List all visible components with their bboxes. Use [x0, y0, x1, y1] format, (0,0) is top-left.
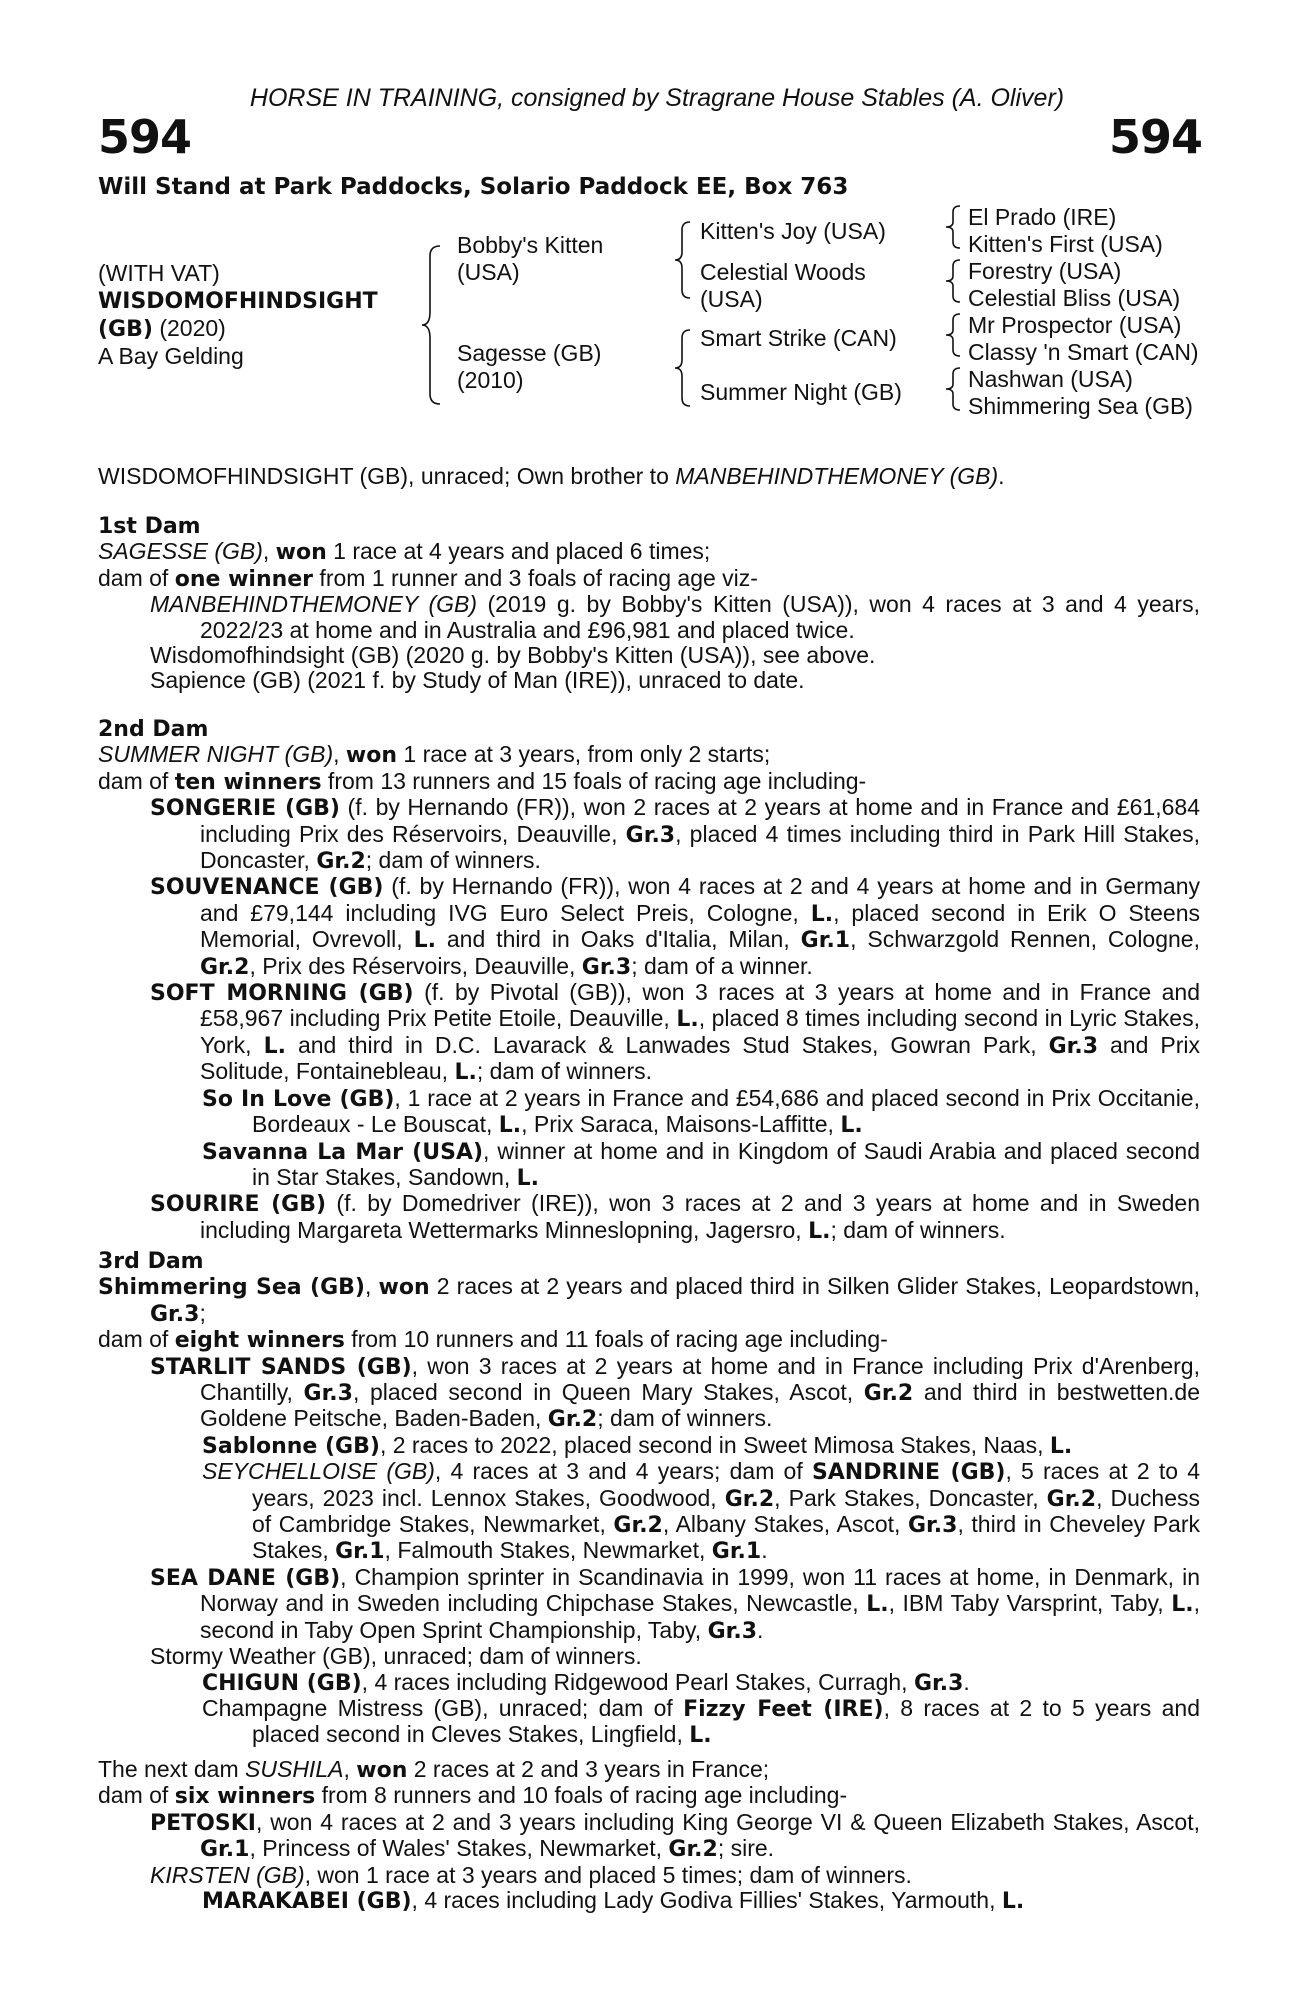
- grade: Gr.3: [625, 822, 676, 848]
- won-label: won: [378, 1275, 430, 1301]
- t: ; dam of a winner.: [631, 952, 813, 979]
- progeny-record: (2019 g. by Bobby's Kitten (USA)), won 4 races at 3 and 4 years, 2022/23 at home and in Australia and £96,981 and placed twice.: [200, 591, 1200, 643]
- t: , placed second in Queen Mary Stakes, Ascot,: [352, 1379, 864, 1406]
- progeny-entry: [98, 1810, 1200, 1863]
- t: , Princess of Wales' Stakes, Newmarket,: [249, 1835, 669, 1862]
- pedigree-brace-3a: [940, 203, 966, 253]
- stand-location: Will Stand at Park Paddocks, Solario Paddock EE, Box 763: [98, 174, 849, 200]
- text: from 1 runner and 3 foals of racing age viz-: [313, 564, 758, 591]
- t: (f. by Pivotal (GB)), won 3 races at 3 years at home and in France and £58,967 including Prix Petite Etoile, Deauville,: [200, 979, 1200, 1032]
- progeny-name: SANDRINE (GB): [811, 1460, 1006, 1486]
- progeny-entry: [98, 874, 1200, 980]
- progeny-name: KIRSTEN (GB): [150, 1861, 305, 1888]
- progeny-name: Fizzy Feet (IRE): [683, 1696, 884, 1722]
- progeny-name: So In Love (GB): [202, 1086, 395, 1112]
- second-dam-section: [98, 717, 1200, 1244]
- sep: ,: [262, 538, 276, 565]
- won-label: won: [275, 540, 327, 566]
- ancestor-forestry: Forestry (USA): [968, 258, 1122, 284]
- grand-progeny-entry: [98, 1888, 1200, 1914]
- progeny-name: SONGERIE (GB): [150, 796, 340, 822]
- grade: Gr.3: [707, 1618, 758, 1644]
- won-label: won: [356, 1758, 408, 1783]
- progeny-entry: Wisdomofhindsight (GB) (2020 g. by Bobby's Kitten (USA)), see above.: [150, 642, 876, 669]
- grade: L.: [676, 1007, 699, 1033]
- ancestor-classy-n-smart: Classy 'n Smart (CAN): [968, 339, 1199, 365]
- grade: Gr.1: [200, 1837, 250, 1863]
- t: , winner at home and in Kingdom of Saudi Arabia and placed second in Star Stakes, Sandown,: [252, 1137, 1200, 1190]
- grade: L.: [454, 1060, 477, 1086]
- grade: Gr.2: [724, 1486, 775, 1512]
- t: , 5 races at 2 to 4 years, 2023 incl. Lennox Stakes, Goodwood,: [252, 1458, 1200, 1511]
- pedigree-brace-3d: [940, 365, 966, 415]
- record-text: 1 race at 4 years and placed 6 times;: [326, 538, 711, 565]
- third-dam-line2: [98, 1327, 1200, 1353]
- ancestor-nashwan: Nashwan (USA): [968, 366, 1133, 392]
- sire-line2: (USA): [457, 259, 520, 285]
- t: , Prix Saraca, Maisons-Laffitte,: [521, 1111, 841, 1138]
- third-dam-section: [98, 1249, 1200, 1749]
- progeny-name: SOFT MORNING (GB): [150, 981, 414, 1007]
- t: , 1 race at 2 years in France and £54,686 and placed second in Prix Occitanie, Bordeaux - Le Bouscat,: [252, 1084, 1200, 1138]
- t: , IBM Taby Varsprint, Taby,: [888, 1590, 1172, 1617]
- sep: ,: [364, 1273, 379, 1300]
- grade: Gr.3: [1048, 1033, 1099, 1059]
- t: dam of: [98, 1782, 175, 1809]
- t: and Prix Solitude, Fontainebleau,: [200, 1031, 1200, 1085]
- subject-year: (2020): [152, 315, 226, 341]
- t: , won 3 races at 2 years at home and in France including Prix d'Arenberg, Chantilly,: [200, 1352, 1200, 1406]
- t: , Albany Stakes, Ascot,: [662, 1511, 908, 1538]
- grade: L.: [689, 1723, 712, 1749]
- grade: L.: [810, 901, 834, 927]
- dam-sire: Smart Strike (CAN): [700, 325, 897, 351]
- t: , Duchess of Cambridge Stakes, Newmarket,: [252, 1484, 1201, 1538]
- first-dam-line2: [98, 566, 1200, 592]
- summary-text: WISDOMOFHINDSIGHT (GB), unraced; Own brother to: [98, 463, 676, 489]
- t: ; dam of winners.: [597, 1405, 773, 1432]
- t: , third in Cheveley Park Stakes,: [252, 1511, 1200, 1564]
- progeny-entry: [98, 1565, 1200, 1644]
- first-dam-heading: 1st Dam: [98, 514, 201, 539]
- pedigree-brace-3c: [940, 311, 966, 361]
- t: and third in Oaks d'Italia, Milan,: [435, 926, 801, 953]
- progeny-name: PETOSKI: [150, 1810, 256, 1836]
- dam-name: Sagesse (GB): [457, 340, 602, 366]
- dam-block: [457, 340, 601, 394]
- vat-label: (WITH VAT): [98, 260, 220, 286]
- t: , 2 races to 2022, placed second in Sweet Mimosa Stakes, Naas,: [379, 1431, 1050, 1458]
- grade: L.: [1001, 1889, 1025, 1915]
- dam-dam: Summer Night (GB): [700, 379, 902, 405]
- progeny-name: Savanna La Mar (USA): [202, 1139, 484, 1165]
- summary-line: [98, 464, 1200, 489]
- winners-count: ten winners: [174, 769, 322, 795]
- winners-count: eight winners: [174, 1328, 345, 1354]
- t: ;: [199, 1299, 206, 1326]
- second-dam-line1: [98, 742, 1200, 768]
- next-dam-line2: [98, 1783, 1200, 1809]
- grade: Gr.2: [547, 1407, 598, 1433]
- sire-dam-line2: (USA): [700, 286, 763, 312]
- next-dam-section: [98, 1757, 1200, 1914]
- subject-name: WISDOMOFHINDSIGHT: [98, 289, 378, 314]
- t: .: [761, 1537, 768, 1564]
- progeny-entry: [98, 980, 1200, 1086]
- t: , Champion sprinter in Scandinavia in 1999, won 11 races at home, in Denmark, in Norway and in Sweden including Chipchase Stakes, Newcastle,: [200, 1563, 1200, 1617]
- consignment-line: HORSE IN TRAINING, consigned by Stragrane House Stables (A. Oliver): [249, 84, 1065, 112]
- grand-progeny-entry: [98, 1139, 1200, 1192]
- t: ; sire.: [717, 1835, 775, 1862]
- grade: L.: [840, 1113, 863, 1139]
- second-dam-name: SUMMER NIGHT (GB): [98, 741, 334, 768]
- grade: L.: [808, 1218, 831, 1244]
- summary-brother: MANBEHINDTHEMONEY (GB): [675, 463, 999, 489]
- grade: L.: [1049, 1433, 1073, 1459]
- lot-number-right: 594: [1108, 110, 1202, 164]
- grandparents-block-1: [968, 204, 1199, 420]
- t: ; dam of winners.: [365, 847, 541, 874]
- progeny-name: MARAKABEI (GB): [202, 1889, 412, 1915]
- text: dam of: [98, 767, 175, 794]
- progeny-name: CHIGUN (GB): [202, 1670, 362, 1696]
- t: .: [963, 1668, 970, 1695]
- third-dam-line1: [98, 1274, 1200, 1327]
- t: .: [757, 1616, 764, 1643]
- ancestor-el-prado: El Prado (IRE): [968, 204, 1117, 230]
- grade: Gr.3: [581, 954, 632, 980]
- winners-count: one winner: [174, 566, 314, 592]
- pedigree-brace-2a: [670, 218, 696, 304]
- grand-progeny-entry: [98, 1086, 1200, 1139]
- winners-count: six winners: [174, 1784, 316, 1810]
- grade: Gr.2: [316, 849, 366, 875]
- progeny-name: STARLIT SANDS (GB): [150, 1354, 412, 1380]
- grade: Gr.2: [613, 1513, 663, 1539]
- progeny-entry: Sapience (GB) (2021 f. by Study of Man (IRE)), unraced to date.: [150, 667, 805, 694]
- grand-progeny-entry: [98, 1459, 1200, 1565]
- t: (f. by Hernando (FR)), won 2 races at 2 years at home and in France and £61,684 including Prix des Réservoirs, Deauville,: [200, 794, 1200, 847]
- progeny-entry: [98, 1191, 1200, 1244]
- pedigree-brace-3b: [940, 257, 966, 307]
- grade: L.: [1171, 1592, 1194, 1618]
- progeny-name: SOUVENANCE (GB): [150, 875, 384, 901]
- t: Champagne Mistress (GB), unraced; dam of: [202, 1694, 684, 1721]
- grade: Gr.3: [303, 1381, 353, 1407]
- third-dam-heading: 3rd Dam: [98, 1249, 204, 1274]
- grade: Gr.1: [800, 928, 851, 954]
- grade: Gr.2: [668, 1837, 718, 1863]
- grade: L.: [866, 1592, 889, 1618]
- summary-end: .: [998, 463, 1005, 489]
- next-dam-name: SUSHILA: [245, 1756, 344, 1782]
- grade: Gr.1: [711, 1539, 762, 1565]
- progeny-entry: Stormy Weather (GB), unraced; dam of winners.: [150, 1643, 642, 1670]
- t: (f. by Domedriver (IRE)), won 3 races at 2 and 3 years at home and in Sweden including Margareta Wettermarks Minneslopning, Jagersro,: [200, 1190, 1200, 1243]
- sire-sire: Kitten's Joy (USA): [700, 218, 886, 244]
- grand-progeny-entry: [98, 1670, 1200, 1696]
- grand-progeny-entry: [98, 1433, 1200, 1459]
- third-dam-name: Shimmering Sea (GB): [98, 1275, 365, 1301]
- progeny-entry: [98, 1354, 1200, 1433]
- t: The next dam: [98, 1756, 246, 1782]
- dam-line2: (2010): [457, 367, 524, 393]
- text: from 10 runners and 11 foals of racing age including-: [344, 1326, 888, 1353]
- grade: Gr.2: [863, 1381, 914, 1407]
- t: from 8 runners and 10 foals of racing age including-: [315, 1782, 848, 1809]
- first-dam-line1: [98, 539, 1200, 565]
- text: from 13 runners and 15 foals of racing age including-: [321, 767, 867, 794]
- progeny-name: MANBEHINDTHEMONEY (GB): [150, 591, 477, 618]
- second-dam-heading: 2nd Dam: [98, 717, 209, 742]
- record-text: 1 race at 3 years, from only 2 starts;: [397, 741, 771, 768]
- progeny-name: SEA DANE (GB): [150, 1565, 341, 1591]
- grade: L.: [516, 1165, 540, 1191]
- ancestor-celestial-bliss: Celestial Bliss (USA): [968, 285, 1181, 311]
- t: and third in bestwetten.de Goldene Peitsche, Baden-Baden,: [200, 1379, 1200, 1432]
- t: , Falmouth Stakes, Newmarket,: [384, 1537, 712, 1564]
- sire-block: [457, 232, 603, 286]
- second-dam-line2: [98, 769, 1200, 795]
- subject-country: (GB): [98, 317, 153, 342]
- t: 2 races at 2 and 3 years in France;: [407, 1756, 770, 1782]
- subject-description: A Bay Gelding: [98, 343, 244, 369]
- grade: L.: [413, 928, 436, 954]
- sire-dam-name: Celestial Woods: [700, 259, 866, 285]
- grade: Gr.2: [1046, 1486, 1097, 1512]
- t: , placed 4 times including third in Park Hill Stakes, Doncaster,: [200, 820, 1200, 874]
- grade: L.: [263, 1033, 286, 1059]
- t: , Park Stakes, Doncaster,: [774, 1484, 1047, 1511]
- first-dam-name: SAGESSE (GB): [98, 538, 263, 565]
- t: , 4 races at 3 and 4 years; dam of: [434, 1458, 812, 1485]
- sep: ,: [343, 1756, 357, 1782]
- t: , second in Taby Open Sprint Championship, Taby,: [200, 1590, 1200, 1643]
- grade: Gr.3: [150, 1301, 200, 1327]
- progeny-name: Sablonne (GB): [202, 1433, 380, 1459]
- t: , placed second in Erik O Steens Memorial, Ovrevoll,: [200, 899, 1200, 953]
- grade: L.: [498, 1113, 522, 1139]
- text: dam of: [98, 564, 175, 591]
- t: , won 1 race at 3 years and placed 5 times; dam of winners.: [304, 1861, 912, 1888]
- pedigree-brace-1: [418, 240, 448, 410]
- progeny-name: SOURIRE (GB): [150, 1192, 327, 1218]
- grade: Gr.1: [335, 1539, 385, 1565]
- t: (f. by Hernando (FR)), won 4 races at 2 and 4 years at home and in Germany and £79,144 including IVG Euro Select Preis, Cologne,: [200, 873, 1200, 926]
- t: , won 4 races at 2 and 3 years including King George VI & Queen Elizabeth Stakes, Ascot,: [255, 1808, 1200, 1835]
- t: ; dam of winners.: [476, 1058, 652, 1085]
- t: , Prix des Réservoirs, Deauville,: [249, 952, 582, 979]
- subject-block: [98, 260, 378, 370]
- progeny-entry: [98, 1863, 1200, 1888]
- next-dam-line1: [98, 1757, 1200, 1783]
- grade: Gr.3: [913, 1670, 964, 1696]
- pedigree-brace-2b: [670, 326, 696, 412]
- won-label: won: [345, 743, 397, 769]
- t: , 8 races at 2 to 5 years and placed second in Cleves Stakes, Lingfield,: [252, 1694, 1200, 1748]
- t: , placed 8 times including second in Lyric Stakes, York,: [200, 1005, 1200, 1058]
- t: , 4 races including Lady Godiva Fillies' Stakes, Yarmouth,: [411, 1887, 1002, 1914]
- grade: Gr.3: [908, 1513, 958, 1539]
- first-dam-section: [98, 514, 1200, 694]
- grand-progeny-entry: [98, 1696, 1200, 1749]
- ancestor-mr-prospector: Mr Prospector (USA): [968, 312, 1182, 338]
- grade: Gr.2: [200, 954, 250, 980]
- progeny-entry: [98, 592, 1200, 643]
- progeny-name: SEYCHELLOISE (GB): [202, 1458, 435, 1485]
- progeny-entry: [98, 795, 1200, 874]
- sire-dam-block: [700, 259, 866, 313]
- sire-name: Bobby's Kitten: [457, 232, 604, 258]
- t: and third in D.C. Lavarack & Lanwades Stud Stakes, Gowran Park,: [285, 1031, 1049, 1058]
- t: 2 races at 2 years and placed third in Silken Glider Stakes, Leopardstown,: [429, 1273, 1201, 1300]
- t: ; dam of winners.: [830, 1216, 1006, 1243]
- sep: ,: [333, 741, 346, 768]
- t: , 4 races including Ridgewood Pearl Stakes, Curragh,: [361, 1668, 914, 1695]
- text: dam of: [98, 1326, 175, 1353]
- lot-number-left: 594: [98, 110, 192, 164]
- t: , Schwarzgold Rennen, Cologne,: [850, 926, 1200, 953]
- ancestor-shimmering-sea: Shimmering Sea (GB): [968, 393, 1193, 419]
- ancestor-kittens-first: Kitten's First (USA): [968, 231, 1163, 257]
